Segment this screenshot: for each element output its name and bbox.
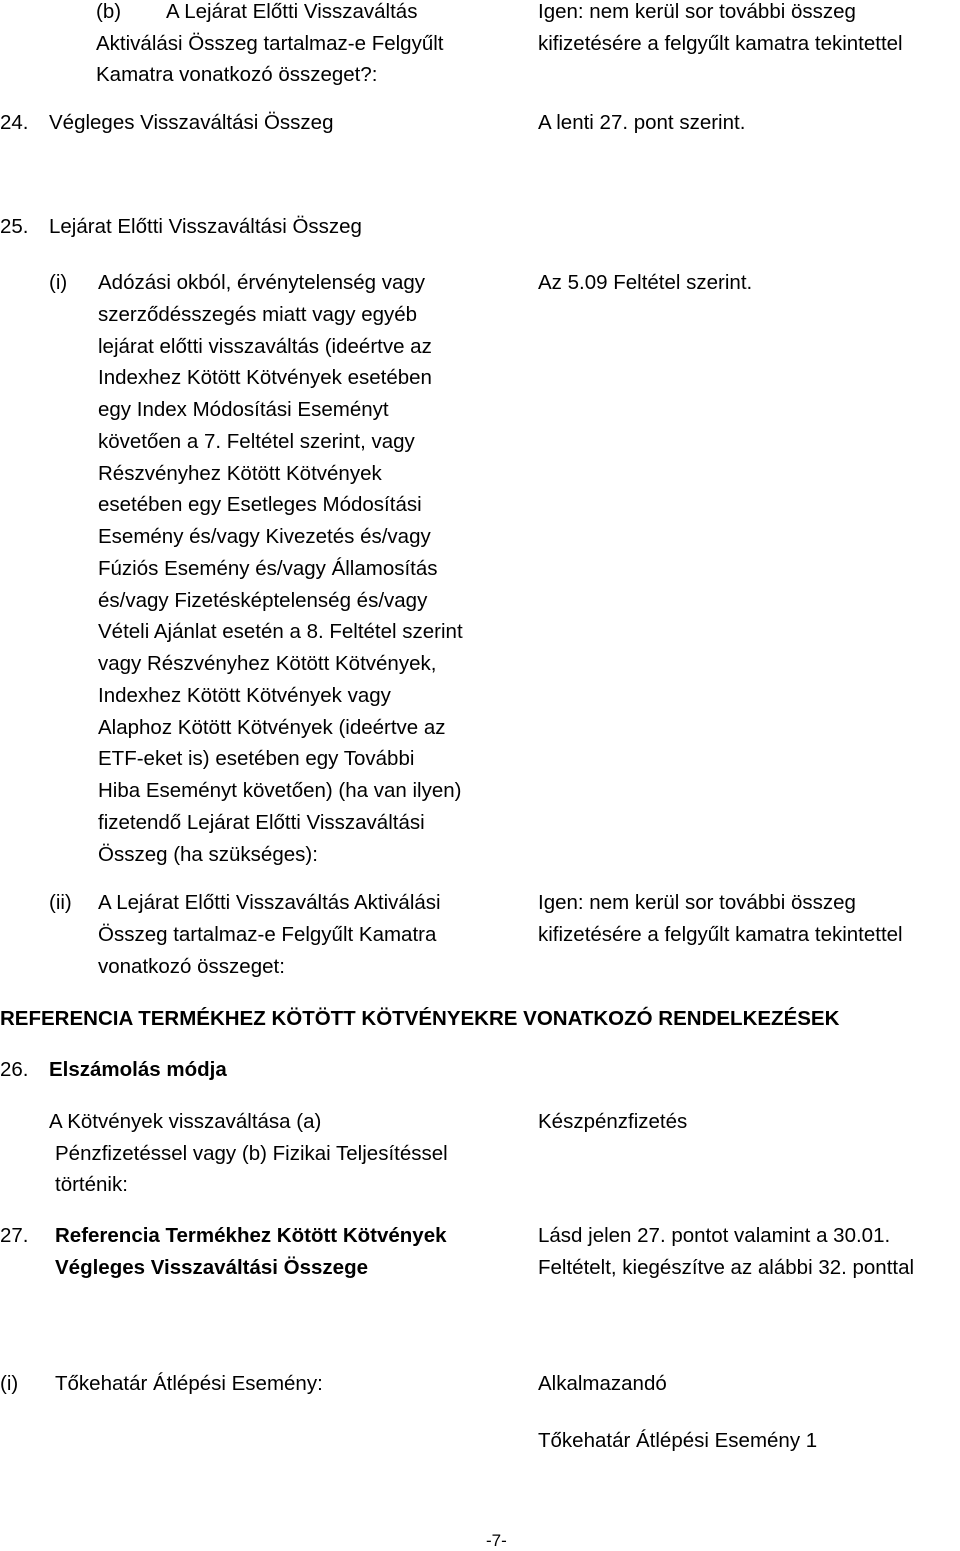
item-25-number: 25. — [0, 215, 29, 238]
item-25-i-line: Részvényhez Kötött Kötvények — [98, 461, 382, 485]
item-26-question-line: történik: — [55, 1173, 128, 1196]
item-25-i-line: követően a 7. Feltétel szerint, vagy — [98, 429, 415, 453]
item-b-question-line: Aktiválási Összeg tartalmaz-e Felgyűlt — [96, 32, 444, 55]
item-27-title-line: Referencia Termékhez Kötött Kötvények — [55, 1224, 447, 1247]
item-25-i-line: Esemény és/vagy Kivezetés és/vagy — [98, 525, 431, 548]
item-25-i-line: Indexhez Kötött Kötvények vagy — [98, 683, 391, 707]
item-25-i-line: Hiba Eseményt követően) (ha van ilyen) — [98, 779, 462, 802]
item-25-i-line: Adózási okból, érvénytelenség vagy — [98, 271, 426, 294]
item-25-i-line: ETF-eket is) esetében egy További — [98, 747, 415, 771]
item-25-ii-marker: (ii) — [49, 891, 72, 914]
item-25-i-line: vagy Részvényhez Kötött Kötvények, — [98, 652, 437, 675]
item-26-question-line: Pénzfizetéssel vagy (b) Fizikai Teljesítéssel — [55, 1142, 448, 1165]
item-25-i-line: lejárat előtti visszaváltás (ideértve az — [98, 334, 432, 358]
item-25-i-line: Fúziós Esemény és/vagy Államosítás — [98, 556, 438, 580]
item-25-i-line: egy Index Módosítási Eseményt — [98, 398, 389, 421]
item-25-ii-answer-line: kifizetésére a felgyűlt kamatra tekintettel — [538, 923, 903, 946]
item-27-i-answer-line: Alkalmazandó — [538, 1372, 667, 1395]
item-25-i-line: és/vagy Fizetésképtelenség és/vagy — [98, 588, 428, 612]
item-25-i-answer: Az 5.09 Feltétel szerint. — [538, 271, 753, 294]
item-25-i-line: Indexhez Kötött Kötvények esetében — [98, 366, 432, 390]
item-25-ii-line: vonatkozó összeget: — [98, 955, 285, 978]
item-25-i-line: esetében egy Esetleges Módosítási — [98, 493, 422, 517]
item-25-i-line: Összeg (ha szükséges): — [98, 842, 318, 866]
item-27-i-answer-line: Tőkehatár Átlépési Esemény 1 — [538, 1429, 818, 1452]
item-26-title: Elszámolás módja — [49, 1058, 227, 1081]
item-24-answer: A lenti 27. pont szerint. — [538, 111, 746, 134]
item-24-number: 24. — [0, 111, 29, 134]
item-25-i-line: szerződésszegés miatt vagy egyéb — [98, 302, 418, 326]
item-27-number: 27. — [0, 1224, 29, 1247]
page-number: -7- — [486, 1531, 507, 1550]
item-25-ii-line: Összeg tartalmaz-e Felgyűlt Kamatra — [98, 923, 437, 946]
item-24-title: Végleges Visszaváltási Összeg — [49, 111, 334, 134]
item-26-question-line: A Kötvények visszaváltása (a) — [49, 1110, 322, 1133]
item-25-ii-answer-line: Igen: nem kerül sor további összeg — [538, 891, 856, 914]
item-25-i-line: fizetendő Lejárat Előtti Visszaváltási — [98, 810, 425, 834]
item-25-title: Lejárat Előtti Visszaváltási Összeg — [49, 215, 362, 238]
item-25-i-line: Alaphoz Kötött Kötvények (ideértve az — [98, 715, 446, 739]
item-b-marker: (b) — [96, 0, 122, 23]
item-b-answer-line: kifizetésére a felgyűlt kamatra tekintettel — [538, 32, 903, 55]
item-26-answer: Készpénzfizetés — [538, 1110, 688, 1133]
item-25-ii-line: A Lejárat Előtti Visszaváltás Aktiválási — [98, 891, 441, 914]
item-27-title-line: Végleges Visszaváltási Összege — [55, 1256, 369, 1279]
item-25-i-line: Vételi Ajánlat esetén a 8. Feltétel szerint — [98, 620, 463, 644]
item-25-i-marker: (i) — [49, 271, 68, 294]
item-27-i-label: Tőkehatár Átlépési Esemény: — [55, 1372, 323, 1395]
item-27-answer-line: Lásd jelen 27. pontot valamint a 30.01. — [538, 1224, 891, 1247]
item-b-question-line: Kamatra vonatkozó összeget?: — [96, 63, 378, 86]
section-heading: REFERENCIA TERMÉKHEZ KÖTÖTT KÖTVÉNYEKRE VONATKOZÓ RENDELKEZÉSEK — [0, 1007, 840, 1030]
item-27-i-marker: (i) — [0, 1372, 19, 1395]
item-27-answer-line: Feltételt, kiegészítve az alábbi 32. ponttal — [538, 1256, 915, 1279]
item-b-answer-line: Igen: nem kerül sor további összeg — [538, 0, 856, 23]
item-26-number: 26. — [0, 1058, 29, 1081]
item-b-question-line: A Lejárat Előtti Visszaváltás — [166, 0, 418, 23]
